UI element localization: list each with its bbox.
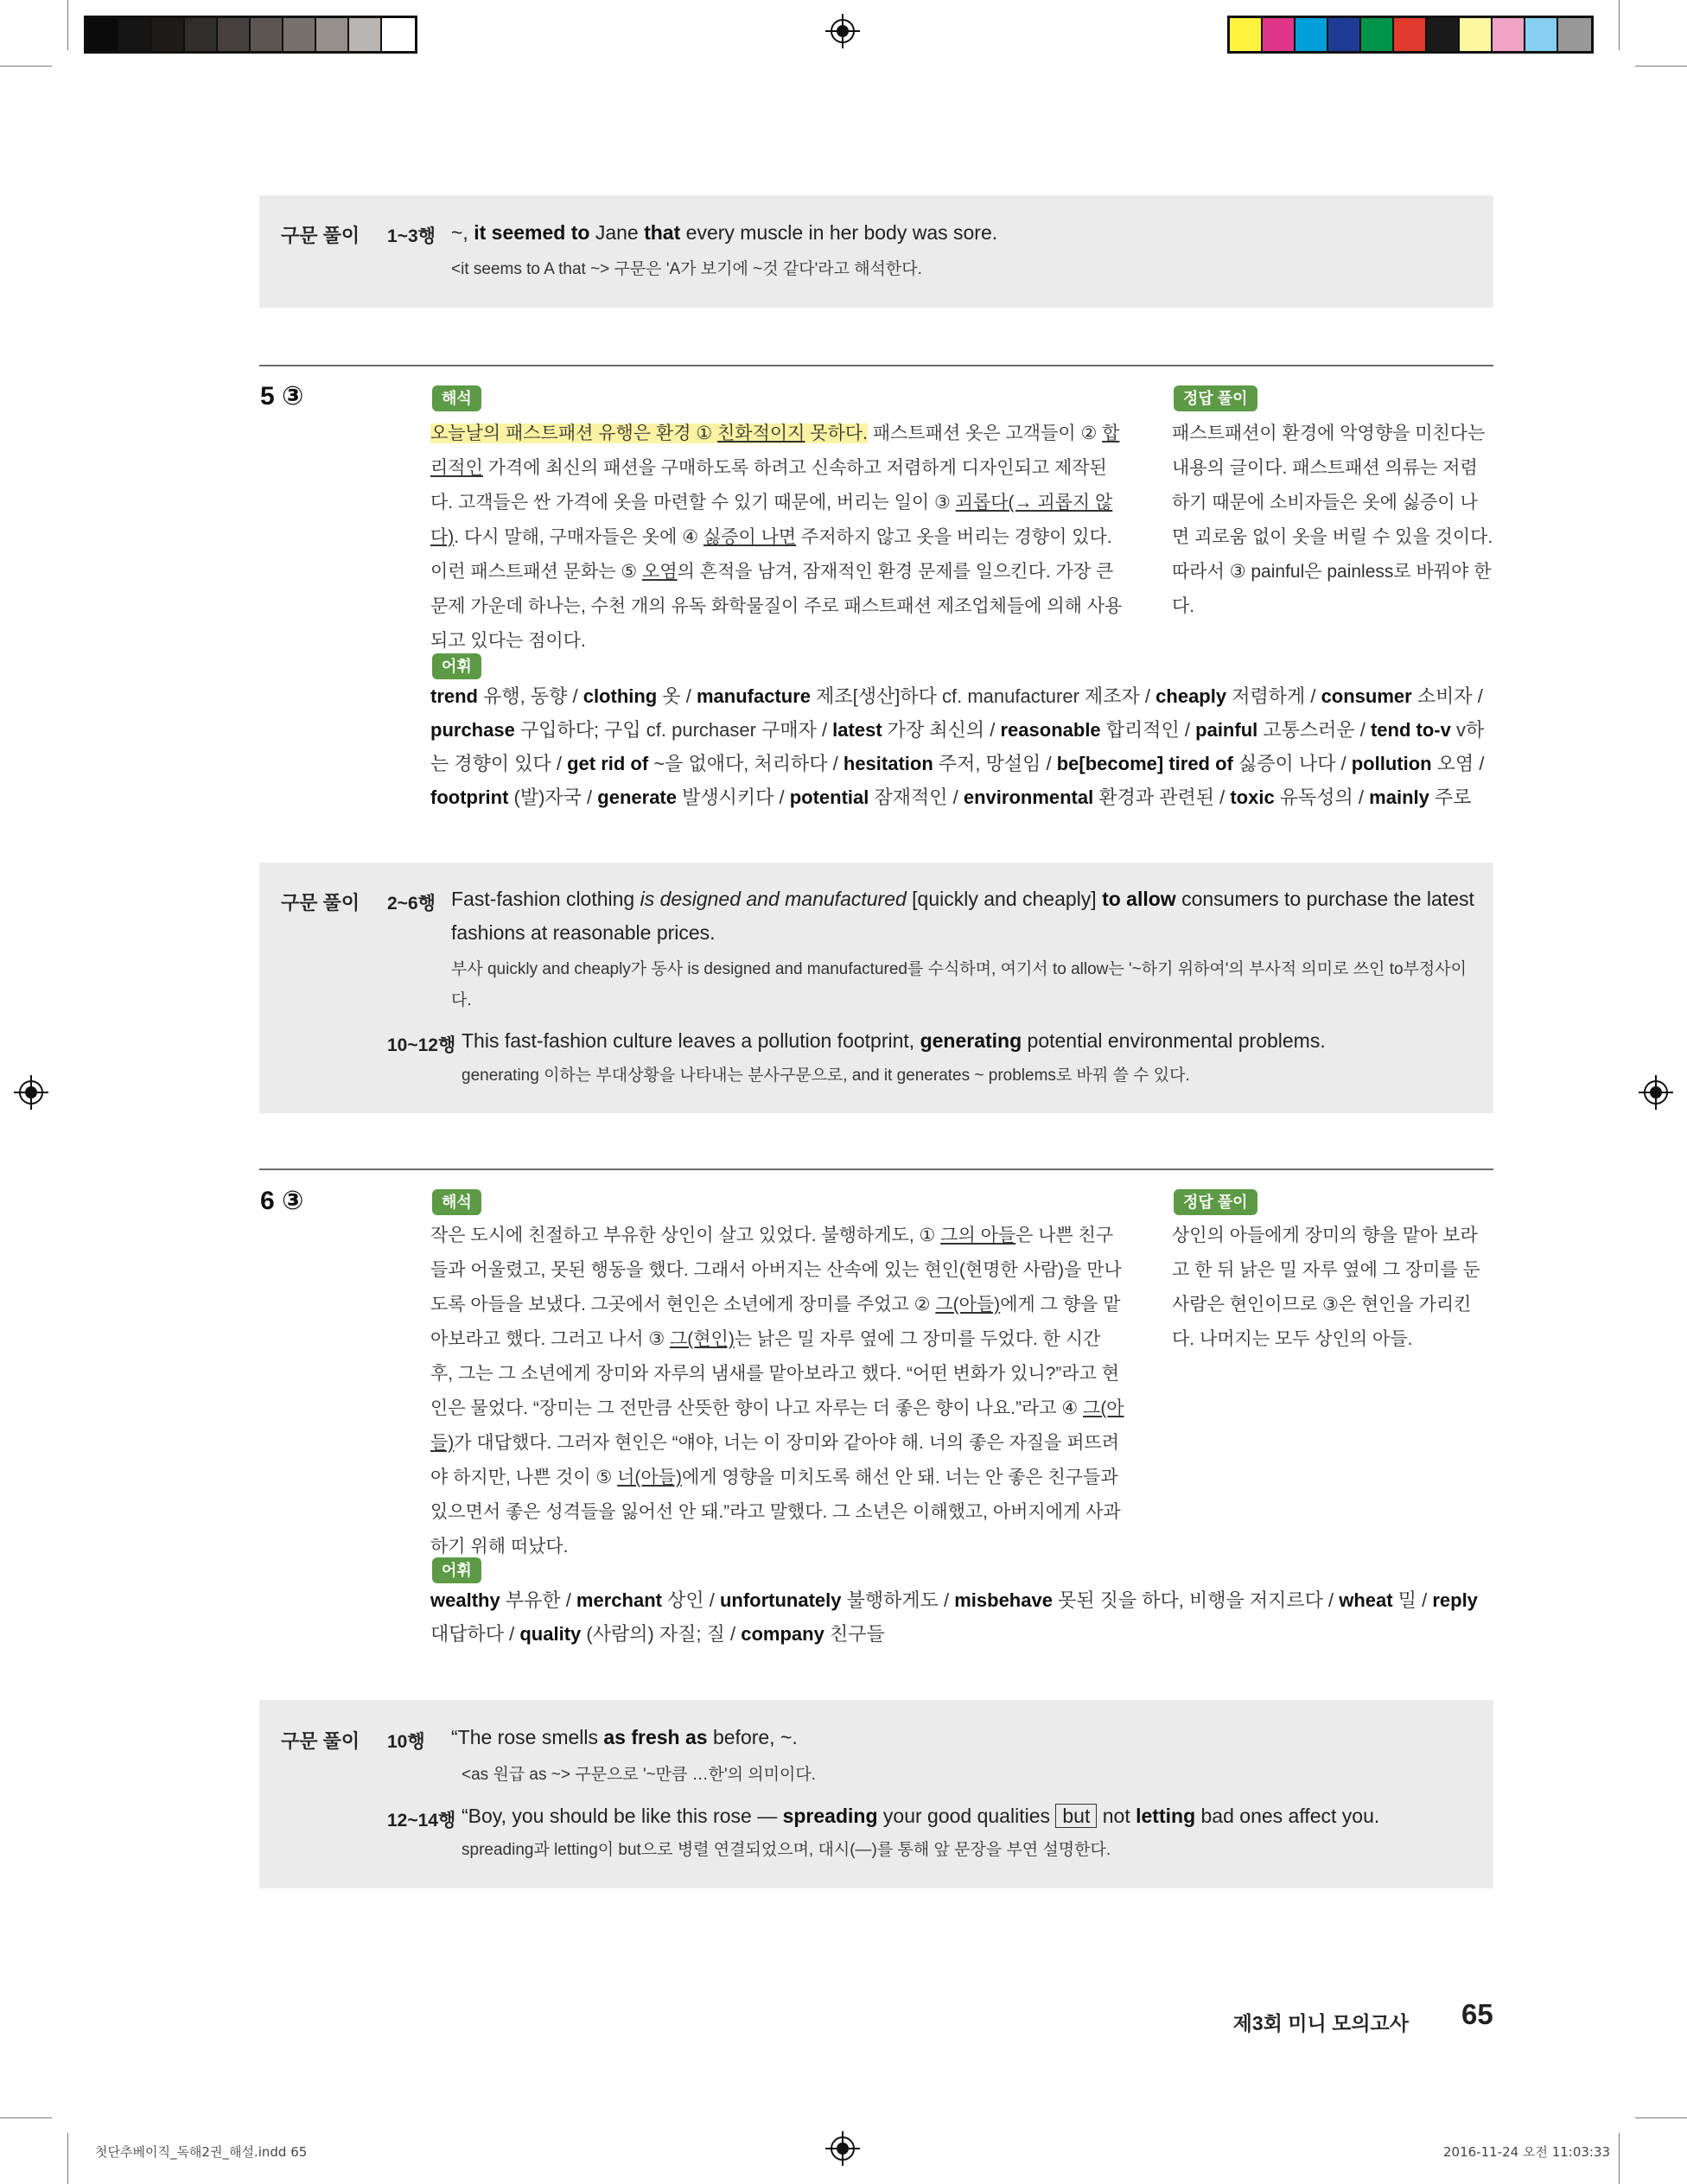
syntax-sentence: ~, it seemed to Jane that every muscle in her body was sore. — [451, 221, 998, 244]
vocab-meaning: ~을 없애다, 처리하다 — [648, 753, 828, 774]
line-reference: 1~3행 — [387, 226, 436, 246]
color-swatch — [1230, 18, 1263, 51]
vocab-word: footprint — [430, 786, 509, 808]
vocab-word: potential — [789, 786, 869, 808]
section-divider — [259, 365, 1493, 366]
answer-explanation: 패스트패션이 환경에 악영향을 미친다는 내용의 글이다. 패스트패션 의류는 저렴하기 때문에 소비자들은 옷에 싫증이 나면 괴로움 없이 옷을 버릴 수 있을 것이다. 따라서 ③ painful은 painless로 바꿔야 한다. — [1172, 423, 1493, 616]
color-swatch — [1525, 18, 1558, 51]
color-swatch — [1558, 18, 1591, 51]
vocab-word: unfortunately — [719, 1589, 842, 1611]
vocab-meaning: 고통스러운 — [1257, 719, 1355, 741]
line-reference: 2~6행 — [387, 894, 436, 914]
vocab-meaning: 옷 — [657, 685, 681, 707]
vocab-meaning: 합리적인 — [1100, 719, 1180, 741]
vocab-word: quality — [519, 1623, 582, 1645]
vocab-word: mainly — [1369, 786, 1429, 808]
vocab-meaning: (발)자국 — [508, 786, 582, 808]
vocab-meaning: (사람의) 자질; 질 — [581, 1623, 725, 1645]
vocab-word: company — [741, 1623, 824, 1645]
vocab-word: environmental — [963, 786, 1094, 808]
syntax-box-top — [259, 195, 1493, 308]
vocab-meaning: 부유한 — [500, 1589, 561, 1611]
crop-mark — [0, 66, 52, 67]
vocab-word: hesitation — [843, 753, 933, 774]
vocab-meaning: 오염 — [1431, 753, 1474, 774]
syntax-sentence: This fast-fashion culture leaves a pollution footprint, generating potential environmental problems. — [462, 1029, 1326, 1052]
file-slug: 첫단추베이직_독해2권_해설.indd 65 — [95, 2144, 308, 2160]
crop-mark — [1619, 2133, 1620, 2184]
syntax-note: spreading과 letting이 but으로 병렬 연결되었으며, 대시(—)를 통해 앞 문장을 부연 설명한다. — [462, 1841, 1111, 1859]
syntax-note: generating 이하는 부대상황을 나타내는 분사구문으로, and it generates ~ problems로 바꿔 쓸 수 있다. — [462, 1067, 1190, 1085]
vocab-word: toxic — [1230, 786, 1275, 808]
date-slug: 2016-11-24 오전 11:03:33 — [1443, 2144, 1611, 2160]
vocab-meaning: 소비자 — [1411, 685, 1473, 707]
vocab-list: trend 유행, 동향 / clothing 옷 / manufacture 제조[생산]하다 cf. manufacturer 제조자 / cheaply 저렴하게 / consumer 소비자 / purchase 구입하다; 구입 cf. purchaser 구매자 / latest 가장 최신의 / reasonable 합리적인 / painful 고통스러운 / tend to-v v하는 경향이 있다 / get rid of ~을 없애다, 처리하다 / hesitation 주저, 망설임 / be[become] tired of 싫증이 나다 / pollution 오염 / footprint (발)자국 / generate 발생시키다 / potential 잠재적인 / environmental 환경과 관련된 / toxic 유독성의 / mainly 주로 — [430, 685, 1485, 808]
vocab-meaning: 저렴하게 — [1226, 685, 1306, 707]
vocab-word: purchase — [430, 719, 515, 741]
vocab-word: generate — [597, 786, 677, 808]
color-swatch — [1394, 18, 1427, 51]
color-swatch — [1361, 18, 1394, 51]
gray-swatch — [283, 18, 316, 51]
vocab-word: clothing — [582, 685, 658, 707]
vocab-meaning: 유독성의 — [1274, 786, 1353, 808]
section-divider — [259, 1168, 1493, 1170]
vocab-meaning: 불행하게도 — [841, 1589, 939, 1611]
registration-mark-top — [825, 14, 860, 48]
translation-badge: 해석 — [432, 1189, 481, 1215]
vocab-word: consumer — [1321, 685, 1412, 707]
vocab-meaning: 못된 짓을 하다, 비행을 저지르다 — [1052, 1589, 1323, 1611]
vocab-meaning: 친구들 — [824, 1623, 885, 1645]
vocab-word: latest — [832, 719, 882, 741]
section-title: 제3회 미니 모의고사 — [1232, 2012, 1409, 2034]
syntax-tag: 구문 풀이 — [281, 1730, 360, 1752]
translation-text: 작은 도시에 친절하고 부유한 상인이 살고 있었다. 불행하게도, ① 그의 아들은 나쁜 친구들과 어울렸고, 못된 행동을 했다. 그래서 아버지는 산속에 있는 현인(현명한 사람)을 만나도록 아들을 보냈다. 그곳에서 현인은 소년에게 장미를 주었고 ② 그(아들)에게 그 향을 맡아보라고 했다. 그러고 나서 ③ 그(현인)는 낡은 밀 자루 옆에 그 장미를 두었다. 한 시간 후, 그는 그 소년에게 장미와 자루의 냄새를 맡아보라고 했다. “어떤 변화가 있니?”라고 현인은 물었다. “장미는 그 전만큼 산뜻한 향이 나고 자루는 더 좋은 향이 나요.”라고 ④ 그(아들)가 대답했다. 그러자 현인은 “얘야, 너는 이 장미와 같아야 해. 너의 좋은 자질을 퍼뜨려야 하지만, 나쁜 것이 ⑤ 너(아들)에게 영향을 미치도록 해선 안 돼. 너는 안 좋은 친구들과 있으면서 좋은 성격들을 잃어선 안 돼.”라고 말했다. 그 소년은 이해했고, 아버지에게 사과하기 위해 떠났다. — [430, 1226, 1124, 1557]
gray-swatch — [185, 18, 218, 51]
syntax-note: <as 원급 as ~> 구문으로 '~만큼 …한'의 의미이다. — [462, 1766, 816, 1784]
vocab-badge: 어휘 — [432, 1557, 481, 1583]
vocab-word: wheat — [1339, 1589, 1393, 1611]
vocab-word: reasonable — [1000, 719, 1101, 741]
syntax-note: 부사 quickly and cheaply가 동사 is designed and manufactured를 수식하며, 여기서 to allow는 '~하기 위하여'의 부사적 의미로 쓰인 to부정사이다. — [451, 960, 1467, 1009]
syntax-tag: 구문 풀이 — [281, 892, 360, 914]
gray-swatch — [218, 18, 251, 51]
gray-swatch — [119, 18, 152, 51]
syntax-sentence: Fast-fashion clothing is designed and manufactured [quickly and cheaply] to allow consumers to purchase the latest fashions at reasonable prices. — [451, 888, 1474, 944]
answer-badge: 정답 풀이 — [1174, 385, 1257, 411]
gray-swatch — [382, 18, 415, 51]
vocab-word: misbehave — [954, 1589, 1053, 1611]
vocab-word: tend to-v — [1370, 719, 1451, 741]
vocab-meaning: 주로 — [1429, 786, 1472, 808]
vocab-meaning: v하는 경향이 있다 — [430, 719, 1485, 774]
vocab-meaning: 싫증이 나다 — [1232, 753, 1336, 774]
registration-mark-left — [14, 1075, 48, 1110]
syntax-sentence: “The rose smells as fresh as before, ~. — [451, 1726, 798, 1748]
gray-swatch — [86, 18, 119, 51]
vocab-meaning: 대답하다 — [430, 1623, 505, 1645]
vocab-word: trend — [430, 685, 478, 707]
crop-mark — [67, 2133, 68, 2184]
gray-color-bar — [84, 16, 417, 54]
vocab-meaning: 밀 — [1392, 1589, 1416, 1611]
gray-swatch — [251, 18, 283, 51]
vocab-list: wealthy 부유한 / merchant 상인 / unfortunately 불행하게도 / misbehave 못된 짓을 하다, 비행을 저지르다 / wheat 밀 / reply 대답하다 / quality (사람의) 자질; 질 / company 친구들 — [430, 1589, 1478, 1645]
color-swatch — [1263, 18, 1295, 51]
line-reference: 12~14행 — [387, 1811, 456, 1831]
answer-explanation: 상인의 아들에게 장미의 향을 맡아 보라고 한 뒤 낡은 밀 자루 옆에 그 장미를 둔 사람은 현인이므로 ③은 현인을 가리킨다. 나머지는 모두 상인의 아들. — [1172, 1226, 1480, 1349]
color-swatch — [1427, 18, 1460, 51]
vocab-meaning: 잠재적인 — [869, 786, 948, 808]
line-reference: 10~12행 — [387, 1035, 456, 1055]
registration-mark-bottom — [825, 2131, 860, 2166]
question-number: 5 ③ — [260, 382, 304, 411]
gray-swatch — [152, 18, 185, 51]
vocab-meaning: 가장 최신의 — [882, 719, 985, 741]
answer-badge: 정답 풀이 — [1174, 1189, 1257, 1215]
gray-swatch — [316, 18, 349, 51]
vocab-meaning: 주저, 망설임 — [933, 753, 1041, 774]
color-swatch — [1493, 18, 1525, 51]
translation-badge: 해석 — [432, 385, 481, 411]
syntax-note: <it seems to A that ~> 구문은 'A가 보기에 ~것 같다'라고 해석한다. — [451, 260, 922, 278]
line-reference: 10행 — [387, 1732, 425, 1752]
vocab-badge: 어휘 — [432, 653, 481, 679]
gray-swatch — [349, 18, 382, 51]
crop-mark — [1635, 66, 1687, 67]
vocab-word: wealthy — [430, 1589, 500, 1611]
vocab-meaning: 발생시키다 — [677, 786, 774, 808]
vocab-meaning: 유행, 동향 — [478, 685, 568, 707]
translation-text: 오늘날의 패스트패션 유행은 환경 ① 친화적이지 못하다. 패스트패션 옷은 고객들이 ② 합리적인 가격에 최신의 패션을 구매하도록 하려고 신속하고 저렴하게 디자인되고 제작된다. 고객들은 싼 가격에 옷을 마련할 수 있기 때문에, 버리는 일이 ③ 괴롭다(→ 괴롭지 않다). 다시 말해, 구매자들은 옷에 ④ 싫증이 나면 주저하지 않고 옷을 버리는 경향이 있다. 이런 패스트패션 문화는 ⑤ 오염의 흔적을 남겨, 잠재적인 환경 문제를 일으킨다. 가장 큰 문제 가운데 하나는, 수천 개의 유독 화학물질이 주로 패스트패션 제조업체들에 의해 사용되고 있다는 점이다. — [430, 423, 1123, 651]
vocab-meaning: 상인 — [661, 1589, 704, 1611]
color-swatch — [1328, 18, 1361, 51]
color-swatch — [1295, 18, 1328, 51]
vocab-word: reply — [1432, 1589, 1478, 1611]
syntax-sentence: “Boy, you should be like this rose — spreading your good qualities but not letting bad ones affect you. — [462, 1805, 1380, 1827]
vocab-word: cheaply — [1155, 685, 1227, 707]
vocab-word: merchant — [576, 1589, 662, 1611]
color-swatch — [1460, 18, 1493, 51]
vocab-word: pollution — [1351, 753, 1432, 774]
question-number: 6 ③ — [260, 1187, 304, 1215]
registration-mark-right — [1639, 1075, 1673, 1110]
vocab-word: be[become] tired of — [1056, 753, 1233, 774]
syntax-tag: 구문 풀이 — [281, 225, 360, 246]
vocab-word: get rid of — [567, 753, 649, 774]
crop-mark — [1619, 0, 1620, 50]
crop-mark — [1635, 2117, 1687, 2118]
vocab-meaning: 제조[생산]하다 cf. manufacturer 제조자 — [811, 685, 1140, 707]
vocab-meaning: 환경과 관련된 — [1093, 786, 1214, 808]
crop-mark — [67, 0, 68, 50]
vocab-meaning: 구입하다; 구입 cf. purchaser 구매자 — [514, 719, 817, 741]
vocab-word: painful — [1195, 719, 1258, 741]
process-color-bar — [1227, 16, 1594, 54]
vocab-word: manufacture — [696, 685, 812, 707]
page-number: 65 — [1461, 1998, 1493, 2030]
crop-mark — [0, 2117, 52, 2118]
